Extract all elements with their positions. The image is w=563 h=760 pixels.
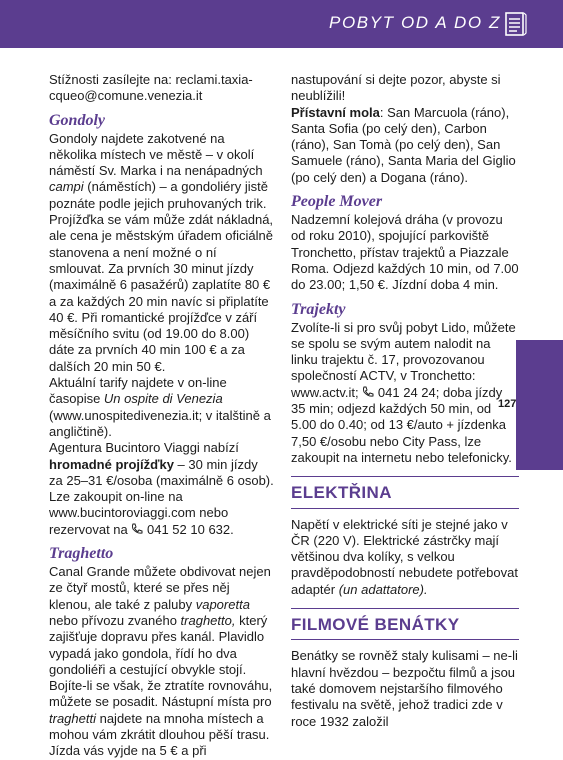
header-bar	[0, 0, 563, 48]
left-column	[49, 72, 274, 760]
elektrina-heading: ELEKTŘINA	[291, 476, 519, 508]
people-mover-heading: People Mover	[291, 193, 383, 211]
header-title: POBYT OD A DO Z	[329, 13, 501, 32]
tarify-paragraph: Aktuální tarify najdete v on-line časopise Un ospite di Venezia (www.unospitedivenezia.it; v italštině a angličtině).	[49, 375, 271, 439]
phone-icon	[131, 523, 143, 535]
complaints-text: Stížnosti zasílejte na: reclami.taxiacqueo@comune.venezia.it	[49, 72, 253, 104]
page-edge-tab	[516, 340, 563, 470]
mola-paragraph: Přístavní mola: San Marcuola (ráno), Santa Sofia (po celý den), Carbon (ráno), San Tomà (po celý den), San Samuele (ráno), Santa Maria del Giglio (po celý den) a Dogana (ráno).	[291, 104, 516, 185]
continued-text: nastupování si dejte pozor, abyste si neublížili!	[291, 72, 501, 104]
gondoly-heading: Gondoly	[49, 111, 105, 129]
page-number: 127	[498, 398, 517, 410]
elektrina-paragraph: Napětí v elektrické síti je stejné jako v ČR (220 V). Elektrické zástrčky mají většinou dva kolíky, s velkou pravděpodobností nebudete potřebovat adaptér (un adattatore).	[291, 516, 518, 597]
bucintoro-paragraph: Agentura Bucintoro Viaggi nabízí hromadné projížďky – 30 min jízdy za 25–31 €/osoba (maximálně 6 osob). Lze zakoupit on-line na www.bucintoroviaggi.com nebo rezervovat na 041 52 10 632.	[49, 440, 274, 537]
filmove-paragraph: Benátky se rovněž staly kulisami – ne-li hlavní hvězdou – bezpočtu filmů a jsou také domovem nejstaršího filmového festivalu na světě, jehož tradici zde v roce 1932 založil	[291, 648, 518, 729]
traghetto-heading: Traghetto	[49, 545, 114, 563]
trajekty-paragraph: Zvolíte-li si pro svůj pobyt Lido, můžete se spolu se svým autem nalodit na linku trajektu č. 17, provozovanou společností ACTV, v Tronchetto: www.actv.it; 041 24 24; doba jízdy 35 min; odjezd každých 50 min, od 5.00 do 0.40; od 13 €/auto + jízdenka 7,50 €/osobu nebo City Pass, lze zakoupit na internetu nebo telefonicky.	[291, 319, 516, 465]
checklist-icon	[505, 11, 527, 37]
trajekty-heading: Trajekty	[291, 300, 346, 318]
right-column	[291, 72, 519, 730]
traghetto-paragraph: Canal Grande můžete obdivovat nejen ze čtyř mostů, které se přes něj klenou, ale také z paluby vaporetta nebo přívozu zvaného traghetto, který zajišťuje dopravu přes kanál. Plavidlo vypadá jako gondola, řídí ho dva gondoliéři a cestující obvykle stojí. Bojíte-li se však, že ztratíte rovnováhu, můžete se posadit. Nástupní místa pro traghetti najdete na mnoha místech a mohou vám zkrátit dlouhou pěší trasu. Jízda vás vyjde na 5 € a při	[49, 564, 273, 759]
people-mover-paragraph: Nadzemní kolejová dráha (v provozu od roku 2010), spojující parkoviště Tronchetto, přístav trajektů a Piazzale Roma. Odjezd každých 10 min, od 7.00 do 23.00; 1,50 €. Jízdní doba 4 min.	[291, 212, 519, 293]
phone-icon	[362, 386, 374, 398]
gondoly-paragraph: Gondoly najdete zakotvené na několika místech ve městě – v okolí náměstí Sv. Marka i na nenápadných campi (náměstích) – a gondoliéry jistě poznáte podle jejich pruhovaných trik. Projížďka se vám může zdát nákladná, ale cena je městským úřadem oficiálně stanovena a není možné o ní smlouvat. Za prvních 30 minut jízdy (maximálně 6 pasažérů) zaplatíte 80 € a za každých 20 min navíc si připlatíte 40 €. Při romantické projížďce v září měsíčního svitu (od 19.00 do 8.00) dáte za prvních 40 min 100 € a za dalších 20 min 50 €.	[49, 130, 274, 374]
filmove-heading: FILMOVÉ BENÁTKY	[291, 608, 519, 640]
